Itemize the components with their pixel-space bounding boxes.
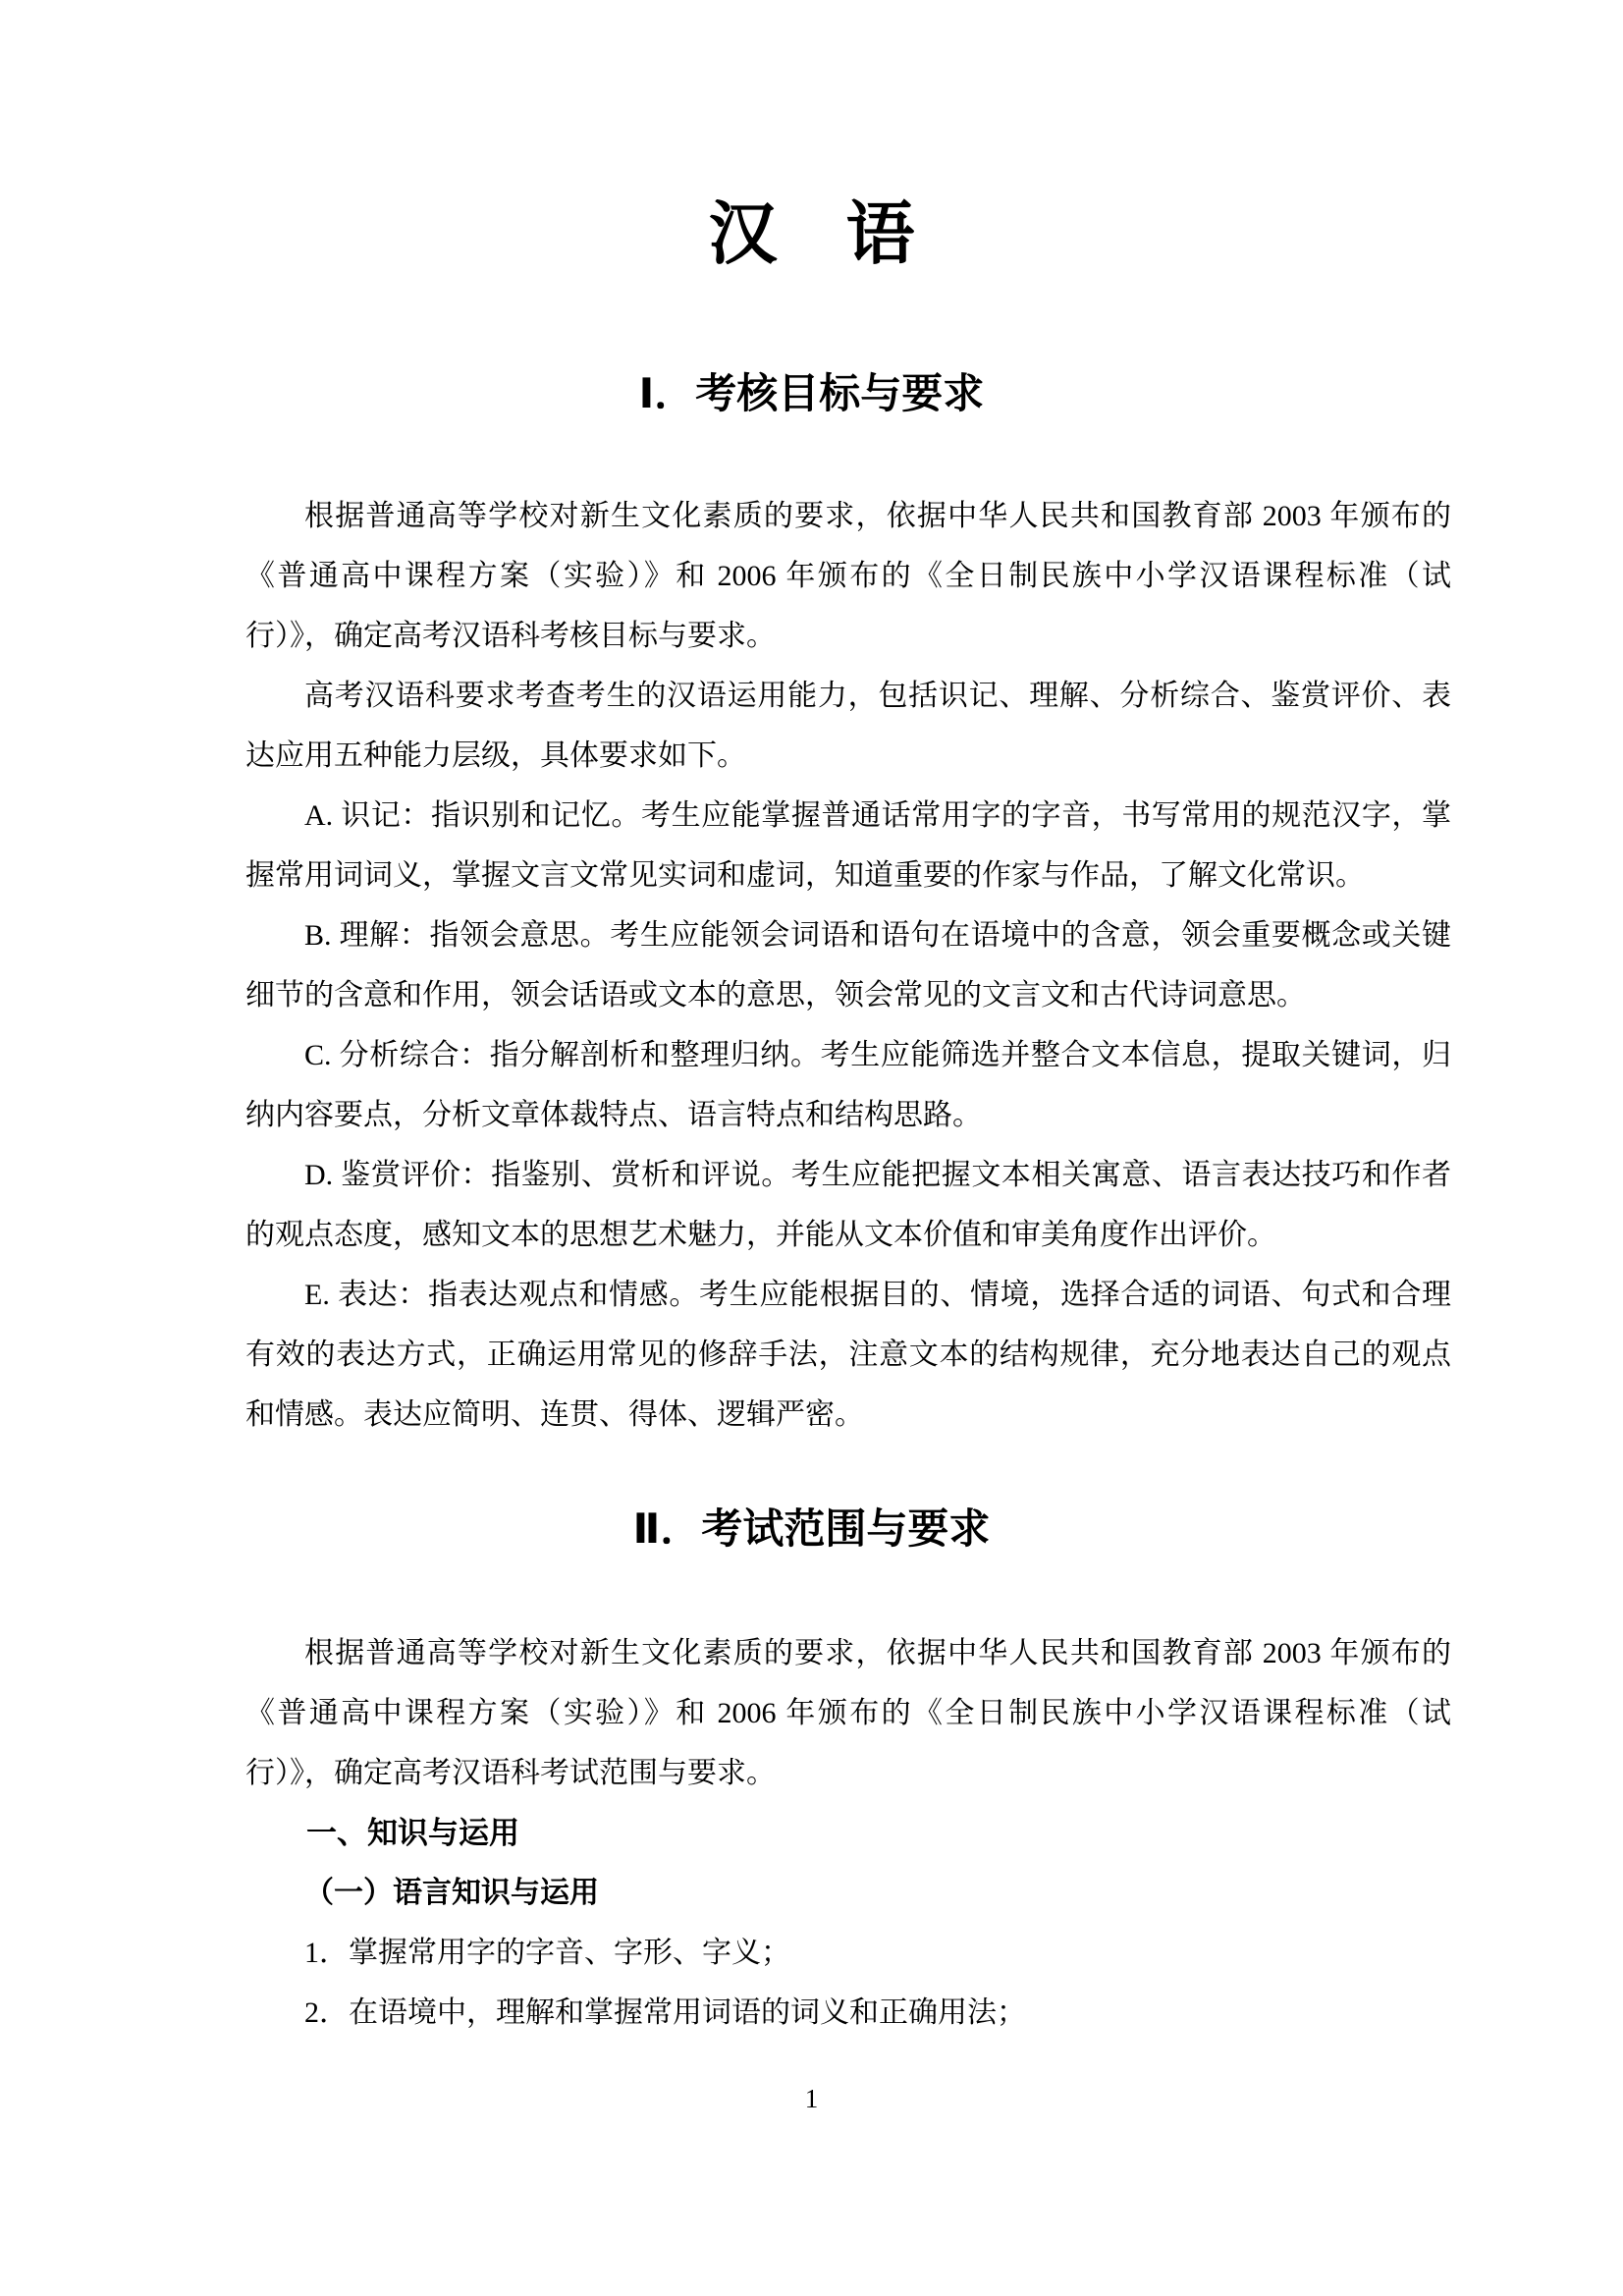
paragraph-intro-2: 根据普通高等学校对新生文化素质的要求，依据中华人民共和国教育部 2003 年颁布的《普通高中课程方案（实验）》和 2006 年颁布的《全日制民族中小学汉语课程标准（试行）》，确定高考汉语科考试范围与要求。: [245, 1637, 1451, 1789]
paragraph-item-a: A. 识记：指识别和记忆。考生应能掌握普通话常用字的字音，书写常用的规范汉字，掌握常用词词义，掌握文言文常见实词和虚词，知道重要的作家与作品，了解文化常识。: [245, 799, 1451, 892]
document-title: 汉 语: [708, 197, 915, 273]
page-number: 1: [804, 2084, 819, 2113]
paragraph-item-e: E. 表达：指表达观点和情感。考生应能根据目的、情境，选择合适的词语、句式和合理有效的表达方式，正确运用常见的修辞手法，注意文本的结构规律，充分地表达自己的观点和情感。表达应简明、连贯、得体、逻辑严密。: [245, 1279, 1451, 1431]
paragraph-intro: 根据普通高等学校对新生文化素质的要求，依据中华人民共和国教育部 2003 年颁布的《普通高中课程方案（实验）》和 2006 年颁布的《全日制民族中小学汉语课程标准（试行）》，确定高考汉语科考核目标与要求。: [245, 500, 1451, 652]
paragraph-item-c: C. 分析综合：指分解剖析和整理归纳。考生应能筛选并整合文本信息，提取关键词，归纳内容要点，分析文章体裁特点、语言特点和结构思路。: [245, 1039, 1451, 1131]
subheading-language-knowledge: （一）语言知识与运用: [304, 1877, 599, 1909]
subheading-knowledge-and-use: 一、知识与运用: [306, 1816, 519, 1850]
paragraph-item-d: D. 鉴赏评价：指鉴别、赏析和评说。考生应能把握文本相关寓意、语言表达技巧和作者的观点态度，感知文本的思想艺术魅力，并能从文本价值和审美角度作出评价。: [245, 1159, 1451, 1251]
list-item-1: 1．掌握常用字的字音、字形、字义；: [304, 1937, 790, 1969]
paragraph-item-b: B. 理解：指领会意思。考生应能领会词语和语句在语境中的含意，领会重要概念或关键细节的含意和作用，领会话语或文本的意思，领会常见的文言文和古代诗词意思。: [245, 919, 1451, 1011]
paragraph-ability-levels: 高考汉语科要求考查考生的汉语运用能力，包括识记、理解、分析综合、鉴赏评价、表达应用五种能力层级，具体要求如下。: [245, 680, 1451, 772]
section-2-body: [245, 1623, 1451, 2043]
section-1-heading: Ⅰ．考核目标与要求: [638, 370, 985, 416]
section-2-heading: Ⅱ．考试范围与要求: [632, 1505, 991, 1552]
list-item-2: 2．在语境中，理解和掌握常用词语的词义和正确用法；: [304, 1996, 1026, 2029]
section-1-body: [245, 486, 1451, 1445]
